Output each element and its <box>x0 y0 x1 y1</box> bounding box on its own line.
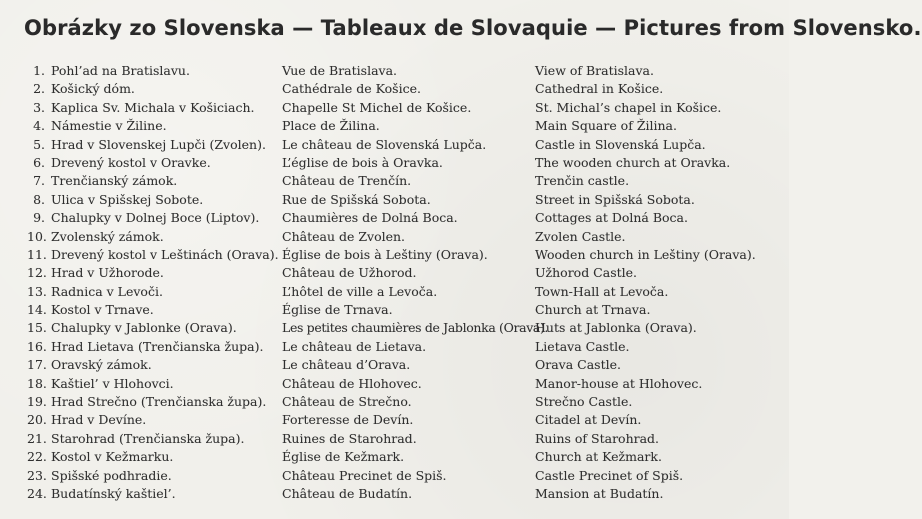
slovak-title: Chalupky v Jablonke (Orava). <box>51 320 237 336</box>
list-item <box>282 319 549 337</box>
slovak-title: Hrad v Devíne. <box>51 412 147 428</box>
item-number: 19. <box>27 394 47 410</box>
list-item <box>27 356 282 374</box>
english-title: Main Square of Žilina. <box>535 118 677 134</box>
english-title: Castle Precinet of Spiš. <box>535 467 684 483</box>
item-number: 20. <box>27 412 47 428</box>
list-item <box>535 393 785 411</box>
slovak-title: Námestie v Žiline. <box>51 118 167 134</box>
page-title: Obrázky zo Slovenska — Tableaux de Slovaquie — Pictures from Slovensko. <box>24 16 922 40</box>
slovak-title: Spišské podhradie. <box>51 467 172 483</box>
list-item <box>27 319 282 337</box>
french-title: Château de Strečno. <box>282 394 412 410</box>
english-title: Huts at Jablonka (Orava). <box>535 320 697 336</box>
list-item <box>27 393 282 411</box>
list-item <box>27 467 282 485</box>
english-title: View of Bratislava. <box>535 63 654 78</box>
list-item <box>27 117 282 135</box>
slovak-title: Trenčianský zámok. <box>51 173 178 189</box>
french-title: Château de Zvolen. <box>282 228 406 244</box>
list-item <box>535 356 785 374</box>
list-item <box>535 319 785 337</box>
item-number: 6. <box>33 154 45 170</box>
french-title: Les petites chaumières de Jablonka (Orava). <box>282 320 549 336</box>
slovak-title: Hrad v Slovenskej Lupči (Zvolen). <box>51 136 266 152</box>
list-item <box>282 209 532 227</box>
item-number: 16. <box>27 338 47 354</box>
list-item <box>535 283 785 301</box>
item-number: 8. <box>33 191 45 207</box>
list-item <box>535 99 785 117</box>
list-item <box>282 228 532 246</box>
list-item <box>282 246 532 264</box>
french-title: Église de bois à Leštiny (Orava). <box>282 246 488 262</box>
list-item <box>535 430 785 448</box>
english-title: Citadel at Devín. <box>535 412 642 428</box>
slovak-title: Hrad v Užhorode. <box>51 265 164 281</box>
list-item <box>282 356 532 374</box>
list-item <box>282 62 532 80</box>
english-title: Zvolen Castle. <box>535 228 626 244</box>
english-title: Cathedral in Košice. <box>535 81 664 97</box>
english-title: Mansion at Budatín. <box>535 485 664 501</box>
english-title: Castle in Slovenská Lupča. <box>535 136 706 152</box>
list-item <box>27 80 282 98</box>
list-item <box>535 467 785 485</box>
list-item <box>27 136 282 154</box>
french-title: Forteresse de Devín. <box>282 412 414 428</box>
list-item <box>27 172 282 190</box>
list-item <box>535 172 785 190</box>
list-item <box>282 191 532 209</box>
slovak-title: Hrad Strečno (Trenčianska župa). <box>51 394 267 410</box>
slovak-title: Hrad Lietava (Trenčianska župa). <box>51 338 264 354</box>
list-item <box>282 117 532 135</box>
slovak-title: Kostol v Kežmarku. <box>51 449 174 465</box>
item-number: 4. <box>33 118 45 134</box>
french-column <box>282 62 549 503</box>
item-number: 9. <box>33 210 45 226</box>
english-title: Church at Kežmark. <box>535 449 662 465</box>
slovak-title: Radnica v Levoči. <box>51 283 163 299</box>
item-number: 14. <box>27 302 47 318</box>
list-item <box>27 62 282 80</box>
french-title: Château de Trenčín. <box>282 173 412 189</box>
list-item <box>282 411 532 429</box>
item-number: 15. <box>27 320 47 336</box>
list-item <box>535 136 785 154</box>
slovak-title: Chalupky v Dolnej Boce (Liptov). <box>51 210 260 226</box>
list-item <box>282 301 532 319</box>
english-title: Užhorod Castle. <box>535 265 637 281</box>
list-item <box>27 154 282 172</box>
list-item <box>535 246 785 264</box>
list-item <box>282 136 532 154</box>
slovak-title: Oravský zámok. <box>51 357 152 373</box>
list-item <box>282 467 532 485</box>
list-item <box>27 264 282 282</box>
list-item <box>282 393 532 411</box>
english-title: Town-Hall at Levoča. <box>535 283 669 299</box>
list-item <box>27 301 282 319</box>
english-title: Ruins of Starohrad. <box>535 430 660 446</box>
list-item <box>535 117 785 135</box>
list-item <box>282 338 532 356</box>
list-item <box>535 264 785 282</box>
list-item <box>282 99 532 117</box>
english-title: St. Michal’s chapel in Košice. <box>535 99 722 115</box>
slovak-title: Kaplica Sv. Michala v Košiciach. <box>51 99 255 115</box>
list-item <box>282 485 532 503</box>
list-item <box>27 246 282 264</box>
list-item <box>535 338 785 356</box>
french-title: Chaumières de Dolná Boca. <box>282 210 458 226</box>
english-title: Lietava Castle. <box>535 338 630 354</box>
slovak-title: Zvolenský zámok. <box>51 228 164 244</box>
french-title: Chapelle St Michel de Košice. <box>282 99 472 115</box>
french-title: Place de Žilina. <box>282 118 380 134</box>
list-item <box>27 99 282 117</box>
list-item <box>535 448 785 466</box>
english-title: Church at Trnava. <box>535 302 651 318</box>
item-number: 21. <box>27 430 47 446</box>
french-title: Le château de Slovenská Lupča. <box>282 136 487 152</box>
item-number: 17. <box>27 357 47 373</box>
french-title: L’église de bois à Oravka. <box>282 154 443 170</box>
item-number: 10. <box>27 228 47 244</box>
french-title: Vue de Bratislava. <box>282 63 398 78</box>
english-title: Street in Spišská Sobota. <box>535 191 695 207</box>
list-item <box>27 209 282 227</box>
list-item <box>535 154 785 172</box>
english-title: Strečno Castle. <box>535 394 633 410</box>
slovak-title: Kaštiel’ v Hlohovci. <box>51 375 174 391</box>
slovak-column <box>27 62 282 503</box>
slovak-title: Kostol v Trnave. <box>51 302 154 318</box>
item-number: 11. <box>27 246 47 262</box>
list-item <box>27 283 282 301</box>
slovak-title: Ulica v Spišskej Sobote. <box>51 191 204 207</box>
list-item <box>282 264 532 282</box>
item-number: 5. <box>33 136 45 152</box>
list-item <box>535 301 785 319</box>
item-number: 13. <box>27 283 47 299</box>
french-title: Cathédrale de Košice. <box>282 81 421 97</box>
list-item <box>27 375 282 393</box>
slovak-title: Starohrad (Trenčianska župa). <box>51 430 245 446</box>
list-item <box>535 228 785 246</box>
french-title: Château Precinet de Spiš. <box>282 467 447 483</box>
french-title: Ruines de Starohrad. <box>282 430 417 446</box>
item-number: 1. <box>33 63 45 78</box>
english-column <box>535 62 785 503</box>
slovak-title: Košický dóm. <box>51 81 135 97</box>
item-number: 23. <box>27 467 47 483</box>
item-number: 7. <box>33 173 45 189</box>
list-item <box>535 209 785 227</box>
list-item <box>27 485 282 503</box>
list-item <box>282 172 532 190</box>
list-item <box>282 154 532 172</box>
item-number: 3. <box>33 99 45 115</box>
english-title: Cottages at Dolná Boca. <box>535 210 688 226</box>
list-item <box>282 375 532 393</box>
french-title: Château de Budatín. <box>282 485 413 501</box>
english-title: The wooden church at Oravka. <box>535 154 731 170</box>
english-title: Wooden church in Leštiny (Orava). <box>535 246 756 262</box>
english-title: Manor-house at Hlohovec. <box>535 375 703 391</box>
list-item <box>282 448 532 466</box>
french-title: Église de Kežmark. <box>282 449 405 465</box>
slovak-title: Drevený kostol v Leštinách (Orava). <box>51 246 279 262</box>
list-item <box>282 283 532 301</box>
list-item <box>282 430 532 448</box>
french-title: Château de Hlohovec. <box>282 375 422 391</box>
slovak-title: Budatínský kaštiel’. <box>51 485 176 501</box>
french-title: Le château de Lietava. <box>282 338 427 354</box>
french-title: L’hôtel de ville a Levoča. <box>282 283 438 299</box>
item-number: 24. <box>27 485 47 501</box>
item-number: 18. <box>27 375 47 391</box>
list-item <box>27 430 282 448</box>
english-title: Orava Castle. <box>535 357 621 373</box>
list-item <box>535 375 785 393</box>
list-item <box>27 338 282 356</box>
french-title: Église de Trnava. <box>282 302 393 318</box>
english-title: Trenčin castle. <box>535 173 630 189</box>
slovak-title: Drevený kostol v Oravke. <box>51 154 211 170</box>
slovak-title: Pohl’ad na Bratislavu. <box>51 63 190 78</box>
french-title: Le château d’Orava. <box>282 357 411 373</box>
list-item <box>27 411 282 429</box>
item-number: 22. <box>27 449 47 465</box>
list-item <box>282 80 532 98</box>
item-number: 2. <box>33 81 45 97</box>
list-item <box>535 62 785 80</box>
french-title: Rue de Spišská Sobota. <box>282 191 431 207</box>
french-title: Château de Užhorod. <box>282 265 417 281</box>
list-item <box>535 485 785 503</box>
list-item <box>535 191 785 209</box>
list-item <box>535 80 785 98</box>
list-item <box>27 448 282 466</box>
item-number: 12. <box>27 265 47 281</box>
list-item <box>27 228 282 246</box>
list-item <box>27 191 282 209</box>
list-item <box>535 411 785 429</box>
